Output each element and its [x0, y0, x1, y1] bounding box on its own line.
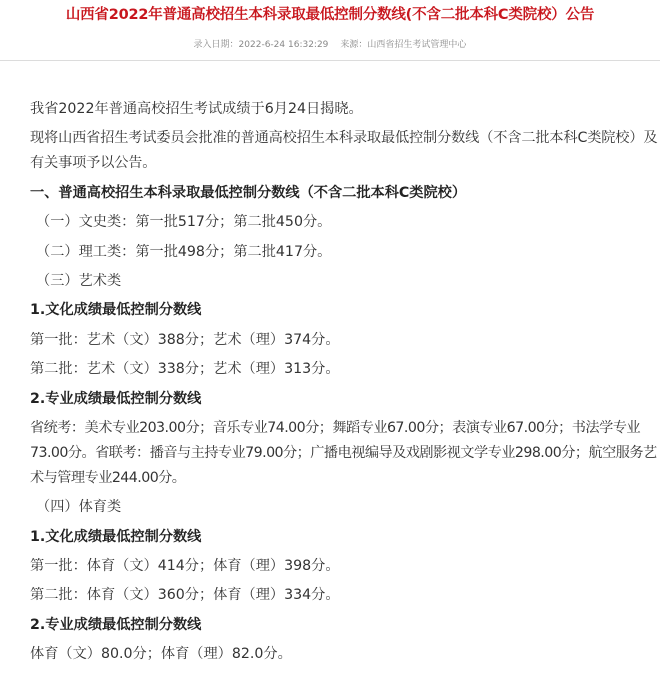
source-label: 来源：山西省招生考试管理中心 [340, 40, 467, 50]
paragraph-intro: 我省2022年普通高校招生考试成绩于6月24日揭晓。 [30, 101, 363, 117]
yishu-heading: （三）艺术类 [36, 272, 122, 289]
pe-culture-heading: 1.文化成绩最低控制分数线 [30, 528, 202, 545]
pe-culture-batch1: 第一批：体育（文）414分；体育（理）398分。 [30, 558, 340, 575]
art-culture-batch1: 第一批：艺术（文）388分；艺术（理）374分。 [30, 331, 340, 348]
wenshi-line: （一）文史类：第一批517分；第二批450分。 [36, 214, 332, 231]
ligong-line: （二）理工类：第一批498分；第二批417分。 [36, 243, 332, 260]
pe-pro-heading: 2.专业成绩最低控制分数线 [30, 616, 202, 633]
paragraph-announcement: 现将山西省招生考试委员会批准的普通高校招生本科录取最低控制分数线（不含二批本科C类院校）及有关事项予以公告。 [30, 130, 658, 172]
article-meta [0, 39, 660, 51]
section-heading-1: 一、普通高校招生本科录取最低控制分数线（不含二批本科C类院校） [30, 184, 467, 201]
entry-date: 录入日期：2022-6-24 16:32:29 [193, 40, 329, 50]
article-body [0, 97, 660, 667]
art-culture-batch2: 第二批：艺术（文）338分；艺术（理）313分。 [30, 361, 340, 378]
tiyu-heading: （四）体育类 [36, 499, 122, 516]
title-divider [0, 60, 660, 61]
pe-pro-text: 体育（文）80.0分；体育（理）82.0分。 [30, 646, 292, 663]
art-pro-heading: 2.专业成绩最低控制分数线 [30, 390, 202, 407]
art-culture-heading: 1.文化成绩最低控制分数线 [30, 302, 202, 319]
art-pro-text: 省统考：美术专业203.00分；音乐专业74.00分；舞蹈专业67.00分；表演专业67.00分；书法学专业73.00分。省联考：播音与主持专业79.00分；广播电视编导及戏剧影视文学专业298.00分；航空服务艺术与管理专业244.00分。 [30, 419, 657, 486]
page-title: 山西省2022年普通高校招生本科录取最低控制分数线(不含二批本科C类院校）公告 [65, 7, 595, 23]
pe-culture-batch2: 第二批：体育（文）360分；体育（理）334分。 [30, 587, 340, 604]
